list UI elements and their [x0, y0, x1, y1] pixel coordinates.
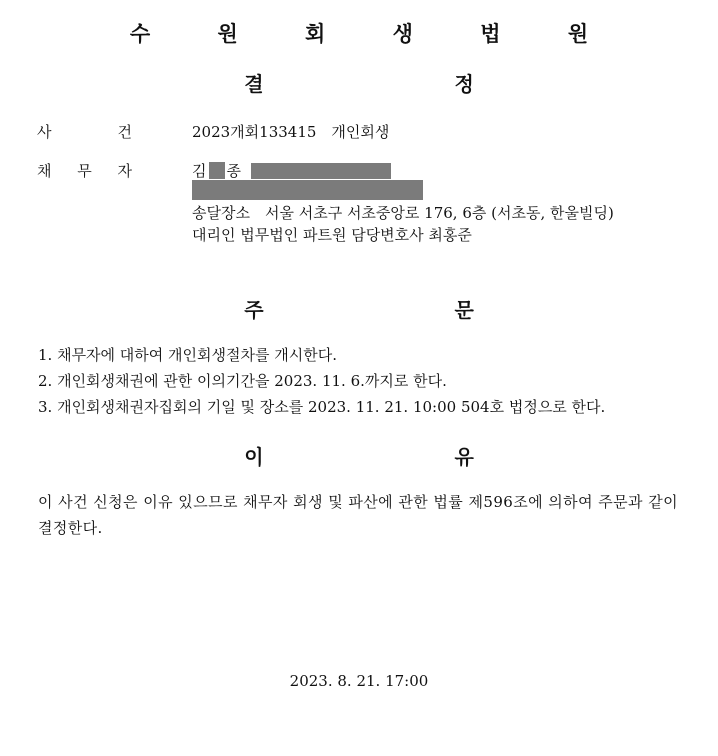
case-label — [37, 121, 132, 142]
decision-date: 2023. 8. 21. 17:00 — [289, 672, 429, 690]
case-label-char: 사 — [37, 123, 52, 141]
debtor-name-last: 종 — [226, 162, 241, 180]
document-title: 결 정 — [244, 72, 566, 96]
service-address: 송달장소 서울 서초구 서초중앙로 176, 6층 (서초동, 한울빌딩) — [192, 204, 614, 222]
order-item: 3. 개인회생채권자집회의 기일 및 장소를 2023. 11. 21. 10:00 504호 법정으로 한다. — [38, 398, 606, 416]
debtor-label — [37, 160, 132, 181]
debtor-label-char: 무 — [77, 162, 92, 180]
debtor-label-char: 채 — [37, 162, 52, 180]
legal-agent: 대리인 법무법인 파트원 담당변호사 최홍준 — [192, 226, 472, 244]
reason-title: 이 유 — [244, 445, 566, 469]
debtor-label-char: 자 — [117, 162, 132, 180]
order-title: 주 문 — [244, 298, 566, 322]
debtor-name-first: 김 — [192, 162, 207, 180]
debtor-name — [192, 160, 391, 181]
reason-text: 이 사건 신청은 이유 있으므로 채무자 회생 및 파산에 관한 법률 제596조에 의하여 주문과 같이 결정한다. — [38, 493, 678, 537]
order-item: 1. 채무자에 대하여 개인회생절차를 개시한다. — [38, 346, 337, 364]
order-item: 2. 개인회생채권에 관한 이의기간을 2023. 11. 6.까지로 한다. — [38, 372, 447, 390]
redaction-block — [209, 162, 225, 179]
redaction-block — [251, 163, 391, 179]
redaction-block-address — [192, 180, 423, 200]
court-name: 수 원 회 생 법 원 — [129, 22, 619, 46]
case-label-char: 건 — [117, 123, 132, 141]
case-number: 2023개회133415 개인회생 — [192, 123, 390, 141]
order-list — [38, 342, 605, 420]
